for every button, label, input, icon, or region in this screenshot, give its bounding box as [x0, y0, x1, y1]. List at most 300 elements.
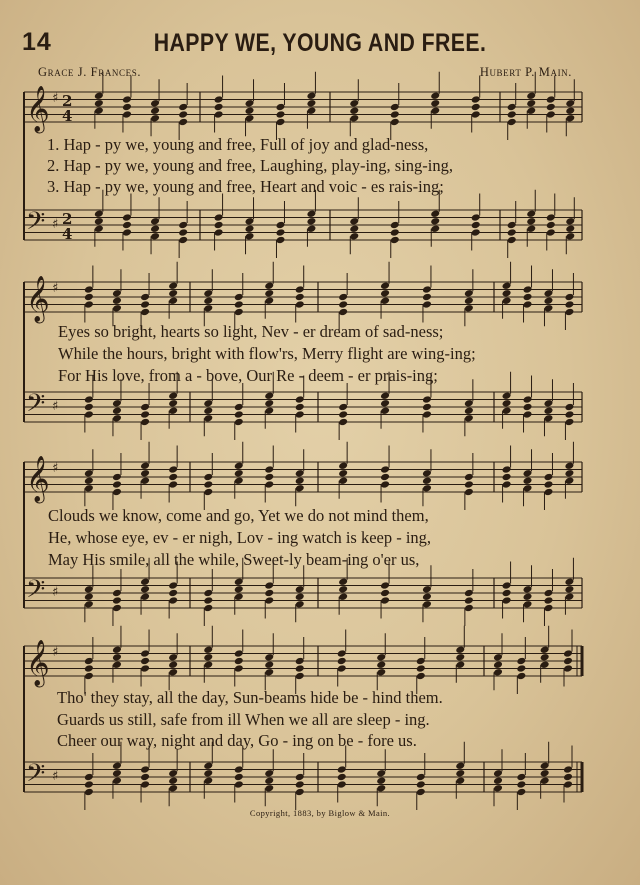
note-head — [380, 465, 390, 474]
note-head — [112, 776, 122, 785]
note-head — [84, 300, 94, 309]
note-head — [234, 461, 244, 470]
note-head — [84, 773, 94, 782]
time-signature-bottom: 4 — [62, 225, 73, 243]
note-head — [112, 653, 122, 662]
note-head — [540, 645, 550, 654]
note-head — [338, 300, 348, 309]
note-head — [295, 300, 305, 309]
note-head — [203, 660, 213, 669]
note-head — [178, 118, 188, 127]
note-head — [422, 300, 432, 309]
note-head — [502, 289, 512, 298]
note-head — [84, 672, 94, 681]
note-head — [234, 765, 244, 774]
bass-clef-icon: 𝄢 — [26, 759, 46, 794]
note-head — [564, 308, 574, 317]
note-head — [464, 589, 474, 598]
note-head — [565, 114, 575, 123]
note-head — [471, 221, 481, 230]
note-head — [523, 585, 533, 594]
note-head — [295, 780, 305, 789]
note-head — [564, 585, 574, 594]
sharp-icon: ♯ — [52, 91, 59, 106]
note-head — [338, 469, 348, 478]
sharp-icon: ♯ — [52, 217, 59, 232]
note-head — [140, 469, 150, 478]
note-head — [502, 296, 512, 305]
note-head — [523, 592, 533, 601]
note-head — [264, 473, 274, 482]
note-head — [564, 469, 574, 478]
note-head — [112, 473, 122, 482]
note-head — [295, 395, 305, 404]
note-head — [203, 406, 213, 415]
note-head — [203, 289, 213, 298]
note-head — [264, 596, 274, 605]
note-head — [380, 296, 390, 305]
verse-line: Clouds we know, come and go, Yet we do not mind them, — [48, 506, 429, 525]
note-head — [295, 410, 305, 419]
note-head — [544, 596, 554, 605]
note-head — [168, 480, 178, 489]
note-head — [234, 410, 244, 419]
note-head — [295, 585, 305, 594]
note-head — [422, 600, 432, 609]
note-head — [94, 224, 104, 233]
note-head — [540, 776, 550, 785]
note-head — [390, 110, 400, 119]
note-head — [430, 106, 440, 115]
note-head — [546, 103, 556, 112]
verse-line: 1. Hap - py we, young and free, Full of joy and glad-ness, — [47, 135, 429, 154]
note-head — [84, 664, 94, 673]
note-head — [455, 769, 465, 778]
verse-line: 3. Hap - py we, young and free, Heart and voic - es rais-ing; — [47, 177, 444, 196]
note-head — [234, 300, 244, 309]
note-head — [338, 410, 348, 419]
note-head — [140, 780, 150, 789]
note-head — [168, 581, 178, 590]
note-head — [168, 668, 178, 677]
note-head — [178, 236, 188, 245]
note-head — [203, 604, 213, 613]
sharp-icon: ♯ — [52, 399, 59, 414]
note-head — [338, 403, 348, 412]
note-head — [264, 776, 274, 785]
note-head — [234, 585, 244, 594]
note-head — [140, 592, 150, 601]
note-head — [563, 664, 573, 673]
note-head — [94, 217, 104, 226]
note-head — [150, 224, 160, 233]
note-head — [84, 484, 94, 493]
note-head — [84, 410, 94, 419]
note-head — [546, 110, 556, 119]
note-head — [338, 476, 348, 485]
note-head — [178, 110, 188, 119]
note-head — [112, 480, 122, 489]
note-head — [565, 217, 575, 226]
note-head — [546, 228, 556, 237]
note-head — [526, 224, 536, 233]
note-head — [264, 784, 274, 793]
note-head — [390, 228, 400, 237]
note-head — [234, 657, 244, 666]
note-head — [380, 406, 390, 415]
note-head — [112, 660, 122, 669]
note-head — [178, 103, 188, 112]
note-head — [234, 780, 244, 789]
note-head — [178, 221, 188, 230]
note-head — [544, 406, 554, 415]
note-head — [380, 281, 390, 290]
verse-line: He, whose eye, ev - er nigh, Lov - ing watch is keep - ing, — [48, 528, 432, 547]
note-head — [564, 293, 574, 302]
note-head — [376, 653, 386, 662]
note-head — [214, 221, 224, 230]
note-head — [422, 469, 432, 478]
note-head — [337, 664, 347, 673]
note-head — [122, 221, 132, 230]
note-head — [380, 596, 390, 605]
note-head — [264, 289, 274, 298]
note-head — [502, 581, 512, 590]
note-head — [526, 217, 536, 226]
note-head — [464, 296, 474, 305]
note-head — [140, 300, 150, 309]
note-head — [178, 228, 188, 237]
note-head — [455, 645, 465, 654]
note-head — [84, 788, 94, 797]
note-head — [349, 232, 359, 241]
note-head — [234, 469, 244, 478]
note-head — [214, 213, 224, 222]
note-head — [168, 406, 178, 415]
note-head — [264, 581, 274, 590]
note-head — [306, 224, 316, 233]
note-head — [168, 776, 178, 785]
note-head — [264, 391, 274, 400]
note-head — [140, 308, 150, 317]
note-head — [502, 281, 512, 290]
note-head — [540, 761, 550, 770]
note-head — [507, 103, 517, 112]
note-head — [264, 589, 274, 598]
note-head — [112, 304, 122, 313]
note-head — [203, 304, 213, 313]
note-head — [337, 765, 347, 774]
note-head — [563, 649, 573, 658]
note-head — [526, 209, 536, 218]
note-head — [245, 114, 255, 123]
note-head — [526, 91, 536, 100]
note-head — [464, 604, 474, 613]
note-head — [276, 221, 286, 230]
verse-line: Eyes so bright, hearts so light, Nev - er dream of sad-ness; — [58, 322, 444, 341]
note-head — [544, 399, 554, 408]
note-head — [390, 236, 400, 245]
note-head — [84, 285, 94, 294]
note-head — [493, 769, 503, 778]
note-head — [295, 788, 305, 797]
note-head — [295, 285, 305, 294]
note-head — [380, 480, 390, 489]
note-head — [526, 106, 536, 115]
note-head — [430, 99, 440, 108]
note-head — [140, 577, 150, 586]
note-head — [338, 577, 348, 586]
note-head — [523, 395, 533, 404]
note-head — [526, 99, 536, 108]
note-head — [168, 653, 178, 662]
note-head — [523, 300, 533, 309]
note-head — [168, 465, 178, 474]
note-head — [264, 769, 274, 778]
note-head — [203, 414, 213, 423]
note-head — [523, 410, 533, 419]
note-head — [168, 769, 178, 778]
bass-clef-icon: 𝄢 — [26, 575, 46, 610]
note-head — [245, 106, 255, 115]
note-head — [168, 399, 178, 408]
note-head — [84, 403, 94, 412]
note-head — [276, 228, 286, 237]
note-head — [338, 585, 348, 594]
note-head — [264, 406, 274, 415]
note-head — [234, 476, 244, 485]
note-head — [430, 217, 440, 226]
note-head — [546, 95, 556, 104]
note-head — [416, 773, 426, 782]
note-head — [516, 780, 526, 789]
note-head — [564, 300, 574, 309]
note-head — [264, 653, 274, 662]
note-head — [544, 473, 554, 482]
note-head — [84, 293, 94, 302]
lyricist-credit: Grace J. Frances. — [38, 65, 142, 79]
note-head — [264, 399, 274, 408]
note-head — [295, 293, 305, 302]
note-head — [168, 589, 178, 598]
sharp-icon: ♯ — [52, 461, 59, 476]
note-head — [464, 289, 474, 298]
note-head — [565, 232, 575, 241]
note-head — [140, 649, 150, 658]
sharp-icon: ♯ — [52, 769, 59, 784]
note-head — [502, 596, 512, 605]
verse-line: For His love, from a - bove, Our Re - deem - er prais-ing; — [58, 366, 438, 385]
note-head — [203, 596, 213, 605]
note-head — [122, 110, 132, 119]
note-head — [234, 293, 244, 302]
note-head — [564, 403, 574, 412]
note-head — [214, 95, 224, 104]
note-head — [564, 418, 574, 427]
note-head — [264, 480, 274, 489]
note-head — [416, 664, 426, 673]
note-head — [563, 657, 573, 666]
note-head — [112, 761, 122, 770]
note-head — [422, 395, 432, 404]
note-head — [502, 399, 512, 408]
note-head — [168, 391, 178, 400]
composer-credit: Hubert P. Main. — [479, 65, 572, 79]
note-head — [544, 289, 554, 298]
note-head — [380, 581, 390, 590]
note-head — [140, 293, 150, 302]
treble-clef-icon: 𝄞 — [26, 640, 50, 686]
note-head — [502, 391, 512, 400]
note-head — [563, 773, 573, 782]
note-head — [234, 592, 244, 601]
note-head — [349, 217, 359, 226]
note-head — [546, 221, 556, 230]
note-head — [94, 91, 104, 100]
note-head — [380, 289, 390, 298]
note-head — [295, 403, 305, 412]
note-head — [544, 604, 554, 613]
note-head — [168, 473, 178, 482]
note-head — [84, 585, 94, 594]
note-head — [422, 293, 432, 302]
note-head — [214, 110, 224, 119]
note-head — [464, 480, 474, 489]
note-head — [464, 414, 474, 423]
note-head — [150, 99, 160, 108]
note-head — [471, 228, 481, 237]
note-head — [203, 480, 213, 489]
note-head — [234, 773, 244, 782]
note-head — [422, 403, 432, 412]
note-head — [140, 657, 150, 666]
note-head — [94, 209, 104, 218]
note-head — [168, 784, 178, 793]
note-head — [422, 484, 432, 493]
note-head — [455, 761, 465, 770]
note-head — [112, 769, 122, 778]
note-head — [150, 232, 160, 241]
note-head — [112, 488, 122, 497]
note-head — [493, 668, 503, 677]
note-head — [565, 99, 575, 108]
note-head — [234, 418, 244, 427]
note-head — [168, 289, 178, 298]
note-head — [150, 114, 160, 123]
note-head — [84, 780, 94, 789]
note-head — [150, 217, 160, 226]
time-signature-top: 2 — [62, 210, 73, 228]
note-head — [349, 224, 359, 233]
note-head — [507, 110, 517, 119]
note-head — [203, 653, 213, 662]
note-head — [245, 217, 255, 226]
verse-line: 2. Hap - py we, young and free, Laughing, play-ing, sing-ing, — [47, 156, 453, 175]
note-head — [376, 668, 386, 677]
note-head — [544, 304, 554, 313]
note-head — [349, 114, 359, 123]
note-head — [516, 664, 526, 673]
note-head — [338, 308, 348, 317]
note-head — [493, 784, 503, 793]
note-head — [234, 308, 244, 317]
note-head — [523, 469, 533, 478]
note-head — [564, 592, 574, 601]
note-head — [214, 228, 224, 237]
note-head — [455, 660, 465, 669]
note-head — [264, 296, 274, 305]
sharp-icon: ♯ — [52, 585, 59, 600]
note-head — [214, 103, 224, 112]
note-head — [245, 224, 255, 233]
note-head — [295, 592, 305, 601]
note-head — [507, 221, 517, 230]
note-head — [203, 776, 213, 785]
time-signature-bottom: 4 — [62, 107, 73, 125]
note-head — [203, 589, 213, 598]
verse-line: While the hours, bright with flow'rs, Merry flight are wing-ing; — [58, 344, 476, 363]
note-head — [122, 228, 132, 237]
note-head — [523, 476, 533, 485]
note-head — [140, 773, 150, 782]
note-head — [337, 649, 347, 658]
note-head — [502, 473, 512, 482]
note-head — [234, 403, 244, 412]
copyright-notice: Copyright, 1883, by Biglow & Main. — [249, 808, 391, 818]
note-head — [140, 418, 150, 427]
note-head — [544, 589, 554, 598]
note-head — [84, 395, 94, 404]
note-head — [493, 776, 503, 785]
note-head — [84, 476, 94, 485]
note-head — [338, 293, 348, 302]
note-head — [234, 649, 244, 658]
note-head — [112, 289, 122, 298]
note-head — [140, 765, 150, 774]
note-head — [338, 418, 348, 427]
note-head — [94, 99, 104, 108]
note-head — [546, 213, 556, 222]
note-head — [523, 600, 533, 609]
note-head — [540, 653, 550, 662]
note-head — [564, 461, 574, 470]
note-head — [295, 664, 305, 673]
note-head — [112, 604, 122, 613]
note-head — [516, 788, 526, 797]
note-head — [422, 585, 432, 594]
verse-line: May His smile, all the while, Sweet-ly beam-ing o'er us, — [48, 550, 420, 569]
note-head — [140, 410, 150, 419]
note-head — [464, 473, 474, 482]
note-head — [464, 399, 474, 408]
note-head — [295, 469, 305, 478]
note-head — [540, 660, 550, 669]
note-head — [295, 484, 305, 493]
note-head — [140, 664, 150, 673]
note-head — [203, 488, 213, 497]
note-head — [245, 232, 255, 241]
note-head — [276, 118, 286, 127]
note-head — [337, 780, 347, 789]
note-head — [540, 769, 550, 778]
note-head — [422, 592, 432, 601]
note-head — [493, 660, 503, 669]
note-head — [338, 592, 348, 601]
sharp-icon: ♯ — [52, 281, 59, 296]
note-head — [168, 596, 178, 605]
note-head — [264, 668, 274, 677]
note-head — [295, 672, 305, 681]
